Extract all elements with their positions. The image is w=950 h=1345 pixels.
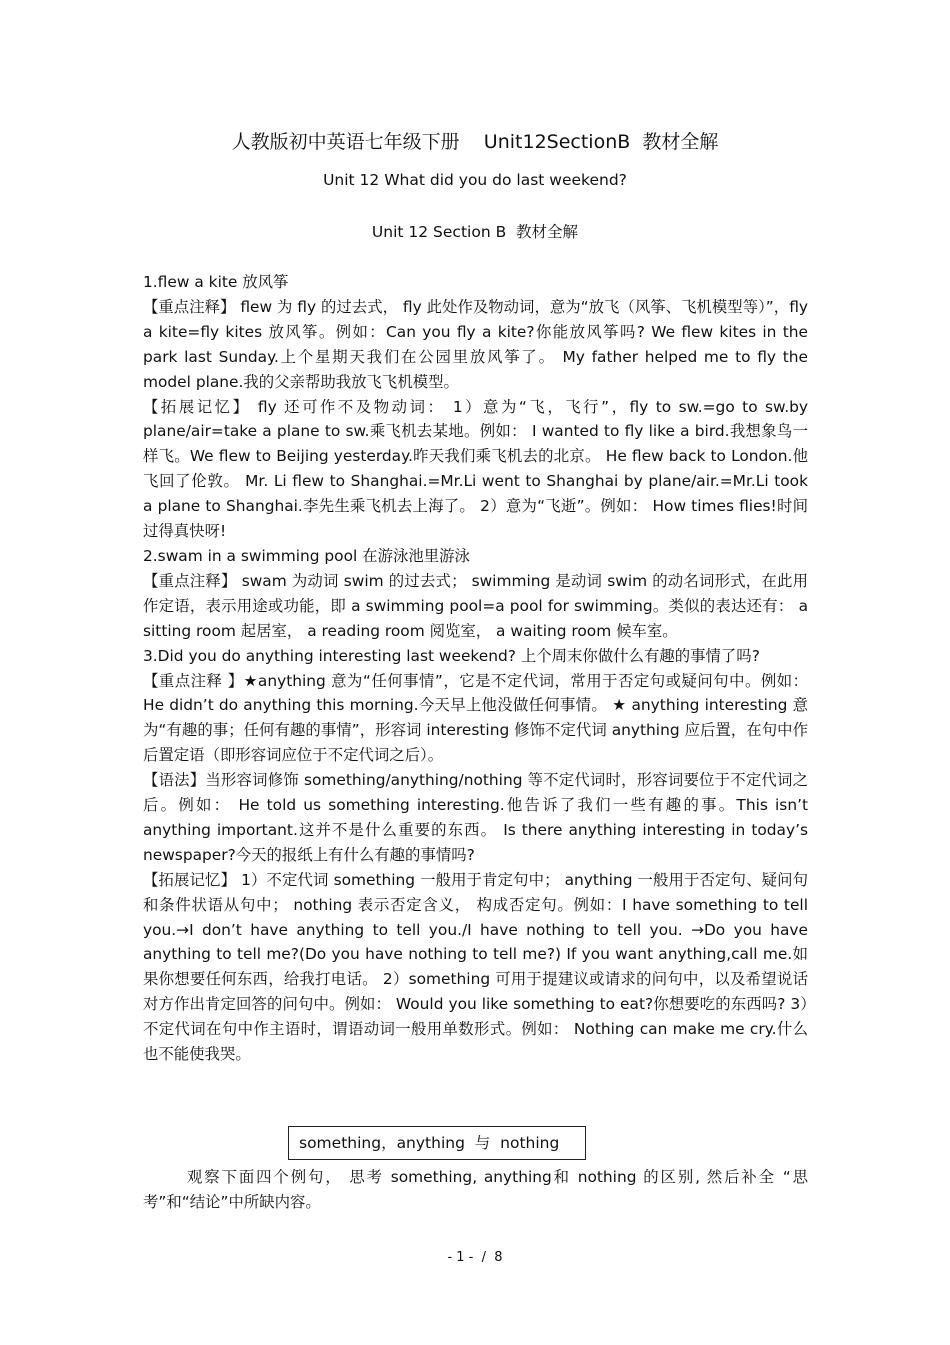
- body-text: [143, 270, 808, 1067]
- paragraph: 1.flew a kite 放风筝: [143, 273, 289, 291]
- instruction-paragraph: 观察下面四个例句， 思考 something, anything和 nothing 的区别, 然后补全 “思考”和“结论”中所缺内容。: [143, 1168, 808, 1211]
- paragraph: 3.Did you do anything interesting last weekend? 上个周末你做什么有趣的事情了吗?: [143, 646, 760, 665]
- paragraph: 【拓展记忆】 1）不定代词 something 一般用于肯定句中； anything 一般用于否定句、疑问句和条件状语从句中； nothing 表示否定含义， 构成否定句。例如：I have something to tell you.→I don’t have anything to tell you./I have nothing to tell you. →Do you have anything to tell me?(Do you have nothing to tell me?) If you want anything,call me.如果你想要任何东西，给我打电话。 2）something 可用于提建议或请求的问句中，以及希望说话对方作出肯定回答的问句中。例如： Would you like something to eat?你想要吃的东西吗? 3）不定代词在句中作主语时，谓语动词一般用单数形式。例如： Nothing can make me cry.什么也不能使我哭。: [143, 870, 808, 1064]
- boxed-heading: something，anything 与 nothing: [288, 1126, 586, 1160]
- paragraph: 【重点注释】 flew 为 fly 的过去式， fly 此处作及物动词，意为“放飞（风筝、飞机模型等）”，fly a kite=fly kites 放风筝。例如：Can you fly a kite?你能放风筝吗? We flew kites in the park last Sunday.上个星期天我们在公园里放风筝了。 My father helped me to fly the model plane.我的父亲帮助我放飞飞机模型。: [143, 297, 808, 391]
- paragraph: 【重点注释 】★anything 意为“任何事情”，它是不定代词，常用于否定句或疑问句中。例如：He didn’t do anything this morning.今天早上他没做任何事情。 ★ anything interesting 意为“有趣的事；任何有趣的事情”，形容词 interesting 修饰不定代词 anything 应后置，在句中作后置定语（即形容词应位于不定代词之后）。: [143, 671, 808, 765]
- paragraph: 2.swam in a swimming pool 在游泳池里游泳: [143, 546, 470, 565]
- document-title: 人教版初中英语七年级下册 Unit12SectionB 教材全解: [231, 131, 719, 153]
- paragraph: 【语法】当形容词修饰 something/anything/nothing 等不定代词时，形容词要位于不定代词之后。例如： He told us something interesting.他告诉了我们一些有趣的事。This isn’t anything important.这并不是什么重要的东西。 Is there anything interesting in today’s newspaper?今天的报纸上有什么有趣的事情吗?: [143, 771, 808, 864]
- paragraph: 【拓展记忆】 fly 还可作不及物动词： 1）意为“飞，飞行”，fly to sw.=go to sw.by plane/air=take a plane to sw.乘飞机去某地。例如： I wanted to fly like a bird.我想象鸟一样飞。We flew to Beijing yesterday.昨天我们乘飞机去的北京。 He flew back to London.他飞回了伦敦。 Mr. Li flew to Shanghai.=Mr.Li went to Shanghai by plane/air.=Mr.Li took a plane to Shanghai.李先生乘飞机去上海了。 2）意为“飞逝”。例如： How times flies!时间过得真快呀!: [143, 397, 808, 541]
- page-number: - 1 - / 8: [447, 1250, 503, 1265]
- section-subtitle: Unit 12 Section B 教材全解: [371, 223, 579, 241]
- paragraph: 【重点注释】 swam 为动词 swim 的过去式； swimming 是动词 swim 的动名词形式，在此用作定语，表示用途或功能，即 a swimming pool=a pool for swimming。类似的表达还有： a sitting room 起居室， a reading room 阅览室， a waiting room 候车室。: [143, 571, 808, 640]
- unit-subtitle: Unit 12 What did you do last weekend?: [323, 171, 627, 189]
